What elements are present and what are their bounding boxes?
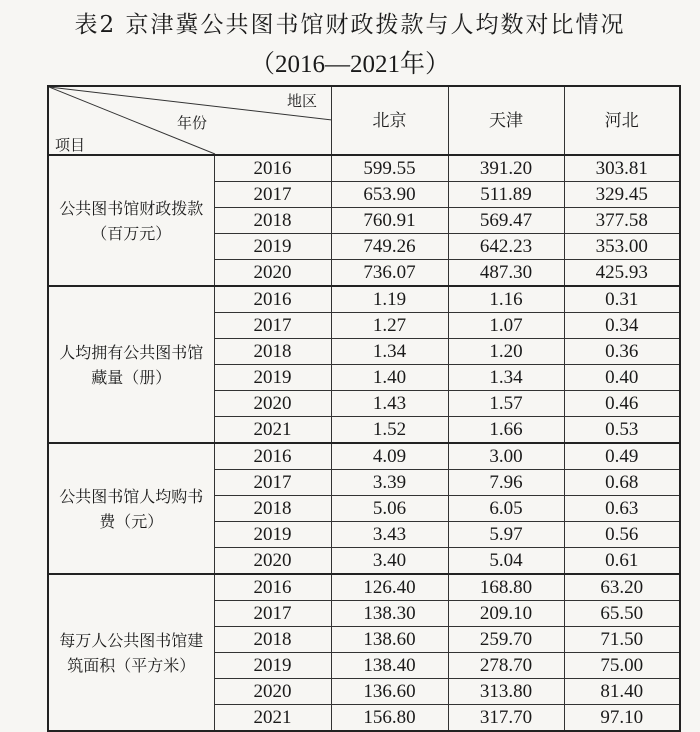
value-cell: 136.60 bbox=[331, 679, 448, 705]
value-cell: 0.40 bbox=[564, 365, 680, 391]
value-cell: 126.40 bbox=[331, 574, 448, 601]
value-cell: 0.68 bbox=[564, 470, 680, 496]
value-cell: 0.56 bbox=[564, 522, 680, 548]
value-cell: 1.16 bbox=[448, 286, 564, 313]
year-cell: 2018 bbox=[214, 496, 331, 522]
value-cell: 0.49 bbox=[564, 443, 680, 470]
value-cell: 3.39 bbox=[331, 470, 448, 496]
year-cell: 2021 bbox=[214, 705, 331, 732]
year-cell: 2018 bbox=[214, 339, 331, 365]
value-cell: 138.60 bbox=[331, 627, 448, 653]
value-cell: 736.07 bbox=[331, 260, 448, 287]
value-cell: 0.36 bbox=[564, 339, 680, 365]
year-cell: 2020 bbox=[214, 548, 331, 575]
year-cell: 2017 bbox=[214, 601, 331, 627]
value-cell: 599.55 bbox=[331, 155, 448, 182]
value-cell: 278.70 bbox=[448, 653, 564, 679]
year-cell: 2019 bbox=[214, 365, 331, 391]
value-cell: 425.93 bbox=[564, 260, 680, 287]
header-row bbox=[48, 86, 680, 155]
value-cell: 1.19 bbox=[331, 286, 448, 313]
value-cell: 5.97 bbox=[448, 522, 564, 548]
value-cell: 1.57 bbox=[448, 391, 564, 417]
value-cell: 75.00 bbox=[564, 653, 680, 679]
value-cell: 569.47 bbox=[448, 208, 564, 234]
value-cell: 81.40 bbox=[564, 679, 680, 705]
column-header-tianjin: 天津 bbox=[448, 86, 564, 155]
value-cell: 138.40 bbox=[331, 653, 448, 679]
year-cell: 2019 bbox=[214, 522, 331, 548]
year-cell: 2018 bbox=[214, 208, 331, 234]
value-cell: 1.27 bbox=[331, 313, 448, 339]
value-cell: 303.81 bbox=[564, 155, 680, 182]
table-row bbox=[48, 574, 680, 601]
value-cell: 0.63 bbox=[564, 496, 680, 522]
value-cell: 3.00 bbox=[448, 443, 564, 470]
value-cell: 63.20 bbox=[564, 574, 680, 601]
value-cell: 487.30 bbox=[448, 260, 564, 287]
value-cell: 156.80 bbox=[331, 705, 448, 732]
value-cell: 1.66 bbox=[448, 417, 564, 444]
table-title: 表2 京津冀公共图书馆财政拨款与人均数对比情况 bbox=[74, 12, 626, 38]
value-cell: 642.23 bbox=[448, 234, 564, 260]
year-label: 年份 bbox=[177, 114, 208, 132]
value-cell: 313.80 bbox=[448, 679, 564, 705]
group-label: 公共图书馆人均购书费（元） bbox=[48, 443, 214, 574]
table-row bbox=[48, 155, 680, 182]
year-cell: 2017 bbox=[214, 313, 331, 339]
year-cell: 2020 bbox=[214, 391, 331, 417]
value-cell: 1.43 bbox=[331, 391, 448, 417]
value-cell: 1.40 bbox=[331, 365, 448, 391]
value-cell: 209.10 bbox=[448, 601, 564, 627]
table-row bbox=[48, 443, 680, 470]
table-subtitle: （2016—2021年） bbox=[249, 51, 450, 78]
year-cell: 2020 bbox=[214, 260, 331, 287]
table-row bbox=[48, 286, 680, 313]
value-cell: 1.34 bbox=[331, 339, 448, 365]
value-cell: 65.50 bbox=[564, 601, 680, 627]
year-cell: 2016 bbox=[214, 286, 331, 313]
value-cell: 1.07 bbox=[448, 313, 564, 339]
value-cell: 0.31 bbox=[564, 286, 680, 313]
value-cell: 0.53 bbox=[564, 417, 680, 444]
value-cell: 749.26 bbox=[331, 234, 448, 260]
value-cell: 760.91 bbox=[331, 208, 448, 234]
value-cell: 0.61 bbox=[564, 548, 680, 575]
column-header-hebei: 河北 bbox=[564, 86, 680, 155]
value-cell: 1.20 bbox=[448, 339, 564, 365]
value-cell: 391.20 bbox=[448, 155, 564, 182]
value-cell: 353.00 bbox=[564, 234, 680, 260]
group-label: 每万人公共图书馆建筑面积（平方米） bbox=[48, 574, 214, 731]
item-label: 项目 bbox=[55, 136, 86, 154]
year-cell: 2016 bbox=[214, 155, 331, 182]
column-header-beijing: 北京 bbox=[331, 86, 448, 155]
year-cell: 2016 bbox=[214, 443, 331, 470]
year-cell: 2018 bbox=[214, 627, 331, 653]
group-label: 公共图书馆财政拨款（百万元） bbox=[48, 155, 214, 286]
year-cell: 2020 bbox=[214, 679, 331, 705]
value-cell: 138.30 bbox=[331, 601, 448, 627]
diagonal-header-cell bbox=[48, 86, 331, 155]
value-cell: 511.89 bbox=[448, 182, 564, 208]
year-cell: 2019 bbox=[214, 653, 331, 679]
value-cell: 3.43 bbox=[331, 522, 448, 548]
value-cell: 168.80 bbox=[448, 574, 564, 601]
year-cell: 2017 bbox=[214, 470, 331, 496]
value-cell: 5.06 bbox=[331, 496, 448, 522]
value-cell: 259.70 bbox=[448, 627, 564, 653]
value-cell: 329.45 bbox=[564, 182, 680, 208]
value-cell: 3.40 bbox=[331, 548, 448, 575]
value-cell: 0.34 bbox=[564, 313, 680, 339]
value-cell: 317.70 bbox=[448, 705, 564, 732]
value-cell: 97.10 bbox=[564, 705, 680, 732]
value-cell: 4.09 bbox=[331, 443, 448, 470]
value-cell: 1.52 bbox=[331, 417, 448, 444]
value-cell: 7.96 bbox=[448, 470, 564, 496]
value-cell: 1.34 bbox=[448, 365, 564, 391]
year-cell: 2016 bbox=[214, 574, 331, 601]
year-cell: 2019 bbox=[214, 234, 331, 260]
data-table bbox=[47, 85, 681, 732]
value-cell: 5.04 bbox=[448, 548, 564, 575]
year-cell: 2017 bbox=[214, 182, 331, 208]
value-cell: 0.46 bbox=[564, 391, 680, 417]
value-cell: 71.50 bbox=[564, 627, 680, 653]
region-label: 地区 bbox=[287, 92, 318, 110]
value-cell: 6.05 bbox=[448, 496, 564, 522]
year-cell: 2021 bbox=[214, 417, 331, 444]
value-cell: 653.90 bbox=[331, 182, 448, 208]
value-cell: 377.58 bbox=[564, 208, 680, 234]
group-label: 人均拥有公共图书馆藏量（册） bbox=[48, 286, 214, 443]
